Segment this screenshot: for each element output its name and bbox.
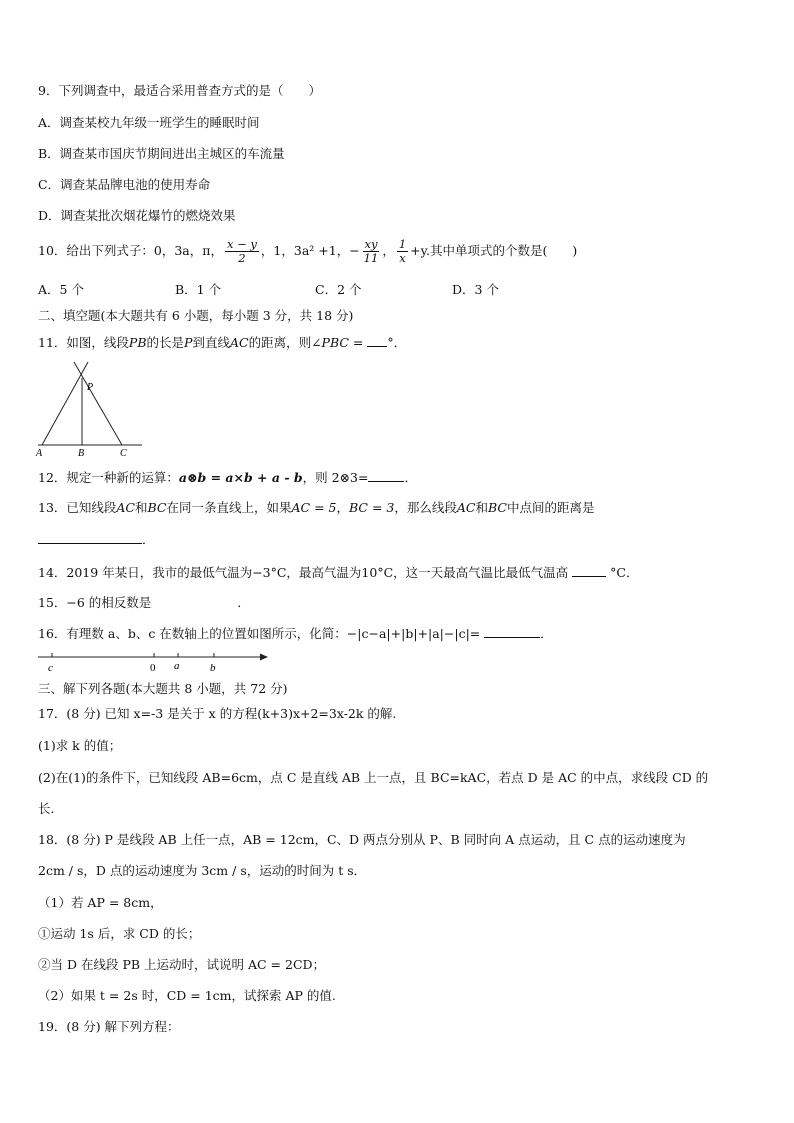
q18-part-1: （1）若 AP = 8cm， [38,895,163,910]
q14-answer-blank [572,563,606,577]
q10-text-4: +y.其中单项式的个数是( ) [410,243,578,258]
q18-line-2: 2cm / s，D 点的运动速度为 3cm / s，运动的时间为 t s． [38,863,367,878]
q9-option-d: D．调查某批次烟花爆竹的燃烧效果 [38,208,236,223]
q11-label-b: B [78,448,85,458]
q17-part-2-line-1: (2)在(1)的条件下，已知线段 AB=6cm，点 C 是直线 AB 上一点，且 BC=kAC，若点 D 是 AC 的中点，求线段 CD 的 [38,770,709,785]
q13-answer-blank [38,530,142,544]
q16-number-line [36,650,272,674]
q10-option-d: D．3 个 [452,282,499,297]
q10-options [38,281,758,299]
section-3-heading: 三、解下列各题(本大题共 8 小题，共 72 分) [38,681,288,696]
q17-part-1: (1)求 k 的值； [38,738,122,753]
q10-text-3: ， [382,243,395,258]
q12-stem: 12．规定一种新的运算：a⊗b = a×b + a - b，则 2⊗3= ． [38,470,417,485]
q10-text-2: ，1，3a² +1，− [260,243,360,258]
q10-option-b: B．1 个 [175,282,222,297]
q16-label-zero: 0 [150,662,156,674]
q17-part-2-line-2: 长. [38,801,55,816]
q9-stem: 9．下列调查中，最适合采用普查方式的是（ ） [38,83,321,98]
q10-text-1: 10．给出下列式子：0，3a，π， [38,243,223,258]
q18-part-1-i: ①运动 1s 后，求 CD 的长； [38,926,201,941]
q10-option-c: C．2 个 [315,282,362,297]
section-2-heading: 二、填空题(本大题共有 6 小题，每小题 3 分，共 18 分) [38,308,354,323]
q16-label-a: a [174,660,180,672]
q12-operation: a⊗b = a×b + a - b [178,470,303,485]
q18-part-2: （2）如果 t = 2s 时，CD = 1cm，试探索 AP 的值. [38,988,336,1003]
q17-stem: 17．(8 分) 已知 x=-3 是关于 x 的方程(k+3)x+2=3x-2k 的解. [38,706,397,721]
q13-answer-line: ． [38,530,155,549]
q11-figure [34,360,146,458]
q19-stem: 19．(8 分) 解下列方程： [38,1019,180,1034]
q10-stem [38,236,577,266]
q10-option-a: A．5 个 [38,282,84,297]
q11-label-c: C [120,448,127,458]
q12-answer-blank [368,468,404,482]
q11-label-a: A [36,448,43,458]
q16-label-b: b [210,662,216,674]
q13-stem: 13．已知线段AC和BC在同一条直线上，如果AC = 5，BC = 3，那么线段AC和BC中点间的距离是 [38,500,595,515]
q16-answer-blank [484,624,540,638]
q15-stem: 15．−6 的相反数是 ． [38,595,250,610]
q11-line-cp [74,362,122,445]
q9-option-b: B．调查某市国庆节期间进出主城区的车流量 [38,146,285,161]
q18-part-1-ii: ②当 D 在线段 PB 上运动时，试说明 AC = 2CD； [38,957,326,972]
q9-option-c: C．调查某品牌电池的使用寿命 [38,177,211,192]
q10-fraction-3: $\frac{1}{x}$ [398,237,407,265]
q18-line-1: 18．(8 分) P 是线段 AB 上任一点，AB = 12cm，C、D 两点分别从 P、B 同时向 A 点运动，且 C 点的运动速度为 [38,832,686,847]
q16-axis-arrow [260,654,268,661]
q14-stem: 14．2019 年某日，我市的最低气温为−3°C，最高气温为10°C，这一天最高气温比最低气温高 °C． [38,565,639,580]
q11-stem: 11．如图，线段PB的长是P到直线AC的距离，则∠PBC = °． [38,335,407,350]
q10-fraction-2: $\frac{xy}{11}$ [363,237,379,265]
q9-option-a: A．调查某校九年级一班学生的睡眠时间 [38,115,260,130]
q16-stem: 16．有理数 a、b、c 在数轴上的位置如图所示，化简：−|c−a|+|b|+|a|−|c|= ． [38,626,553,641]
q10-fraction-1: $\frac{x - y}{2}$ [226,237,257,265]
q11-answer-blank [367,333,387,347]
q11-label-p: P [87,382,94,393]
q16-label-c: c [48,662,53,674]
